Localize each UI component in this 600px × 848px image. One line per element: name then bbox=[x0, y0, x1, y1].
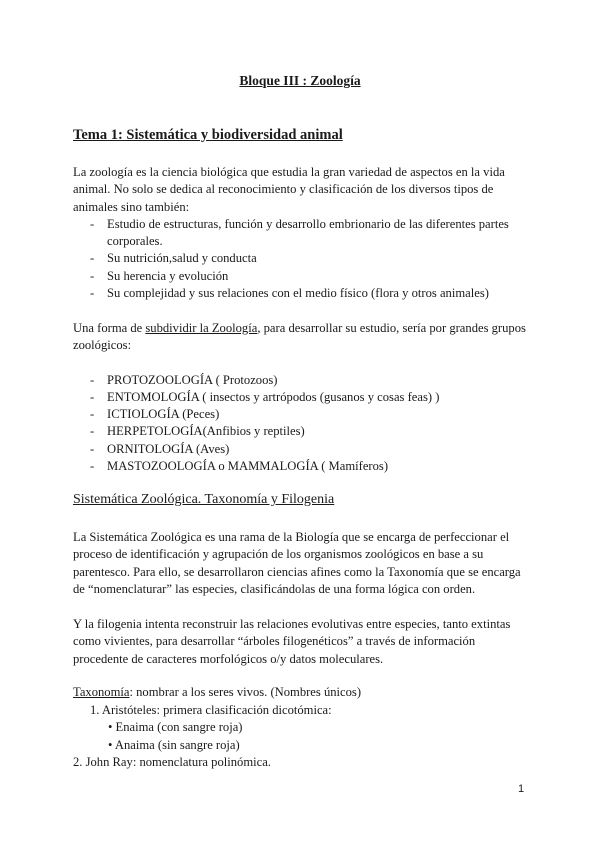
group-item: -HERPETOLOGÍA(Anfibios y reptiles) bbox=[90, 424, 305, 438]
section-heading: Sistemática Zoológica. Taxonomía y Filogenia bbox=[73, 492, 335, 507]
subdivision-paragraph: Una forma de subdividir la Zoología, para desarrollar su estudio, sería por grandes grupos zoológicos: bbox=[73, 321, 526, 353]
filogenia-paragraph: Y la filogenia intenta reconstruir las relaciones evolutivas entre especies, tanto extintas como vivientes, para desarrollar “árboles filogenéticos” a través de información procedente de caracteres morfológicos o/y datos moleculares. bbox=[73, 617, 511, 666]
taxonomy-label: Taxonomía bbox=[73, 685, 130, 699]
bullet-item: • Enaima (con sangre roja) bbox=[108, 720, 243, 734]
group-item: - MASTOZOOLOGÍA o MAMMALOGÍA ( Mamíferos) bbox=[90, 459, 389, 473]
list-item: -Su nutrición,salud y conducta bbox=[90, 251, 257, 265]
list-item: - Estudio de estructuras, función y desarrollo embrionario de las diferentes partes bbox=[90, 217, 509, 231]
list-item: - Su herencia y evolución bbox=[90, 269, 229, 283]
numbered-item: 1. Aristóteles: primera clasificación dicotómica: bbox=[90, 703, 332, 717]
group-item: -ORNITOLOGÍA (Aves) bbox=[90, 442, 230, 456]
group-item: - ENTOMOLOGÍA ( insectos y artrópodos (gusanos y cosas feas) ) bbox=[90, 390, 440, 404]
sistematica-paragraph: La Sistemática Zoológica es una rama de la Biología que se encarga de perfeccionar el proceso de identificación y agrupación de los organismos zoológicos en base a su parentesco. Para ello, se desarrollaron ciencias afines como la Taxonomía que se encarga de “nomenclaturar” las especies, clasificándolas de una forma lógica con orden. bbox=[73, 530, 521, 596]
numbered-item: 2. John Ray: nomenclatura polinómica. bbox=[73, 755, 271, 769]
page-number: 1 bbox=[518, 783, 525, 795]
taxonomy-line: Taxonomía: nombrar a los seres vivos. (Nombres únicos) bbox=[73, 685, 362, 699]
list-item: - Su complejidad y sus relaciones con el medio físico (flora y otros animales) bbox=[90, 286, 489, 300]
group-item: -ICTIOLOGÍA (Peces) bbox=[90, 407, 220, 421]
list-item-continuation: corporales. bbox=[107, 234, 163, 248]
intro-paragraph: La zoología es la ciencia biológica que estudia la gran variedad de aspectos en la vida animal. No solo se dedica al reconocimiento y clasificación de los diversos tipos de animales sino también: bbox=[73, 165, 505, 214]
topic-heading: Tema 1: Sistemática y biodiversidad animal bbox=[73, 127, 343, 143]
group-item: - PROTOZOOLOGÍA ( Protozoos) bbox=[90, 373, 278, 387]
page-title: Bloque III : Zoología bbox=[239, 73, 361, 88]
subdivision-link-text: subdividir la Zoología bbox=[145, 321, 258, 335]
bullet-item: • Anaima (sin sangre roja) bbox=[108, 738, 240, 752]
